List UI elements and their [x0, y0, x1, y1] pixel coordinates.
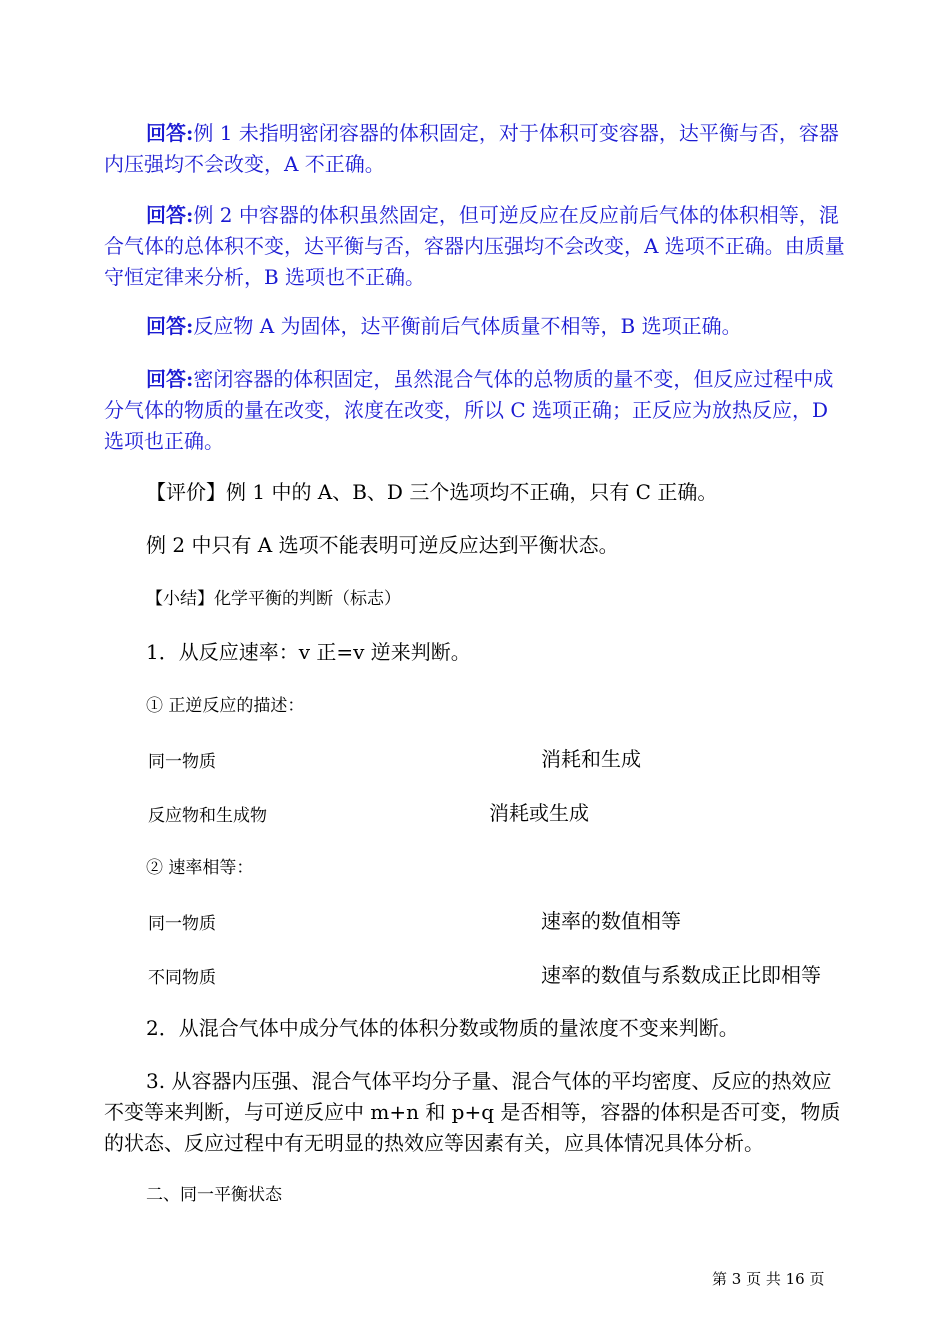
answer-text: 例 1 未指明密闭容器的体积固定，对于体积可变容器，达平衡与否，容器内压强均不会改变，A 不正确。	[104, 121, 839, 176]
answer-paragraph-4	[104, 364, 848, 457]
criteria-right: 速率的数值相等	[541, 909, 681, 933]
answer-paragraph-1	[104, 118, 848, 180]
evaluation: 【评价】例 1 中的 A、B、D 三个选项均不正确，只有 C 正确。	[146, 480, 718, 504]
answer-text: 密闭容器的体积固定，虽然混合气体的总物质的量不变，但反应过程中成分气体的物质的量在改变，浓度在改变，所以 C 选项正确；正反应为放热反应，D 选项也正确。	[104, 367, 834, 453]
answer-label: 回答:	[146, 314, 194, 338]
answer-paragraph-2	[104, 200, 848, 293]
evaluation-2: 例 2 中只有 A 选项不能表明可逆反应达到平衡状态。	[146, 533, 619, 557]
section-heading: 二、同一平衡状态	[146, 1185, 282, 1205]
criteria-left: 反应物和生成物	[148, 806, 267, 826]
page-footer: 第 3 页 共 16 页	[712, 1270, 825, 1288]
criteria-row	[148, 905, 848, 935]
sub-heading-1: ① 正逆反应的描述：	[146, 696, 305, 716]
criteria-right: 消耗和生成	[541, 747, 641, 771]
sub-heading-2: ② 速率相等：	[146, 858, 254, 878]
point-3-text: 3. 从容器内压强、混合气体平均分子量、混合气体的平均密度、反应的热效应不变等来判断，与可逆反应中 m+n 和 p+q 是否相等，容器的体积是否可变，物质的状态、反应过程中有无明显的热效应等因素有关，应具体情况具体分析。	[104, 1069, 841, 1155]
point-1: 1．从反应速率：v 正=v 逆来判断。	[146, 640, 471, 664]
point-2: 2．从混合气体中成分气体的体积分数或物质的量浓度不变来判断。	[146, 1016, 739, 1040]
criteria-right: 消耗或生成	[489, 801, 589, 825]
answer-label: 回答:	[146, 203, 194, 227]
criteria-left: 同一物质	[148, 914, 216, 934]
criteria-right: 速率的数值与系数成正比即相等	[541, 963, 821, 987]
summary-title: 【小结】化学平衡的判断（标志）	[146, 589, 401, 609]
answer-text: 例 2 中容器的体积虽然固定，但可逆反应在反应前后气体的体积相等，混合气体的总体积不变，达平衡与否，容器内压强均不会改变，A 选项不正确。由质量守恒定律来分析，B 选项也不正确。	[104, 203, 845, 289]
criteria-row	[148, 797, 848, 827]
answer-label: 回答:	[146, 367, 194, 391]
criteria-row	[148, 959, 848, 989]
criteria-row	[148, 743, 848, 773]
criteria-left: 不同物质	[148, 968, 216, 988]
answer-paragraph-3	[104, 311, 848, 342]
answer-text: 反应物 A 为固体，达平衡前后气体质量不相等，B 选项正确。	[193, 314, 742, 338]
criteria-left: 同一物质	[148, 752, 216, 772]
answer-label: 回答:	[146, 121, 194, 145]
point-3	[104, 1066, 848, 1159]
